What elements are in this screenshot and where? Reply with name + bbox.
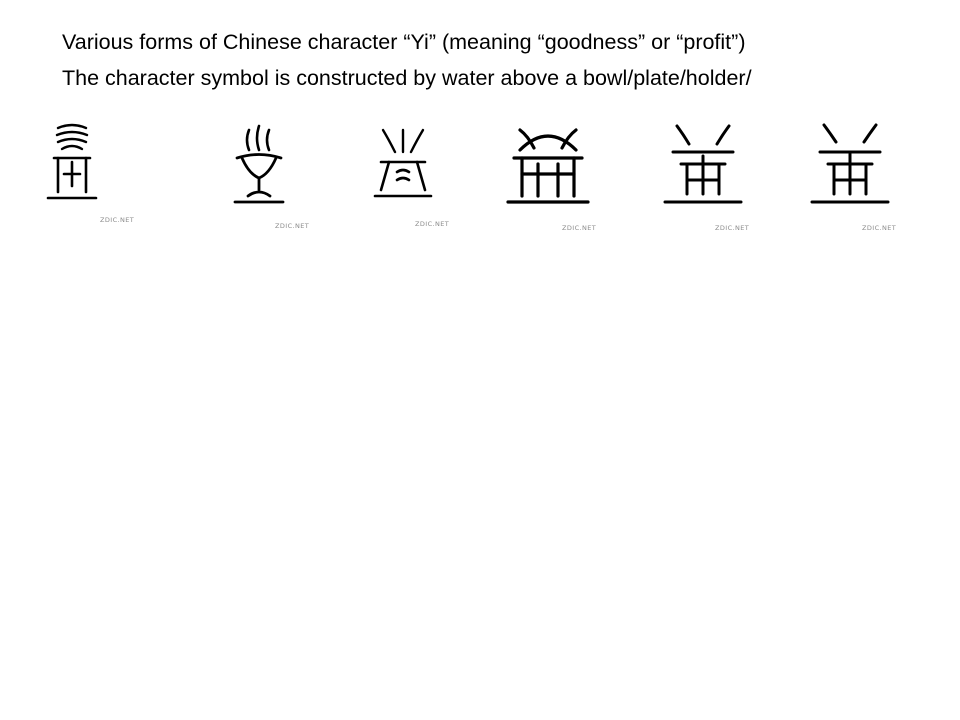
title-line-1: Various forms of Chinese character “Yi” (meaning “goodness” or “profit”) [62,30,746,54]
slide-heading [62,26,922,94]
yi-character-regular-script-icon [800,112,950,222]
yi-character-oracle-bone-script-icon [40,112,190,222]
watermark-zdic: ZDIC.NET [862,224,897,232]
watermark-zdic: ZDIC.NET [415,220,450,228]
yi-character-bronze-script-1-icon [215,112,365,222]
title-line-2: The character symbol is constructed by water above a bowl/plate/holder/ [62,66,752,90]
watermark-zdic: ZDIC.NET [100,216,135,224]
watermark-zdic: ZDIC.NET [715,224,750,232]
watermark-zdic: ZDIC.NET [275,222,310,230]
glyph-item-oracle-bone [40,112,190,252]
yi-character-seal-script-icon [500,112,650,222]
yi-character-clerical-script-icon [655,112,805,222]
glyph-item-clerical-script [655,112,805,252]
glyph-item-seal-script [500,112,650,252]
watermark-zdic: ZDIC.NET [562,224,597,232]
character-evolution-row [0,112,960,252]
yi-character-bronze-script-2-icon [355,112,505,222]
glyph-item-bronze-1 [215,112,365,252]
glyph-item-bronze-2 [355,112,505,252]
glyph-item-regular-script [800,112,950,252]
